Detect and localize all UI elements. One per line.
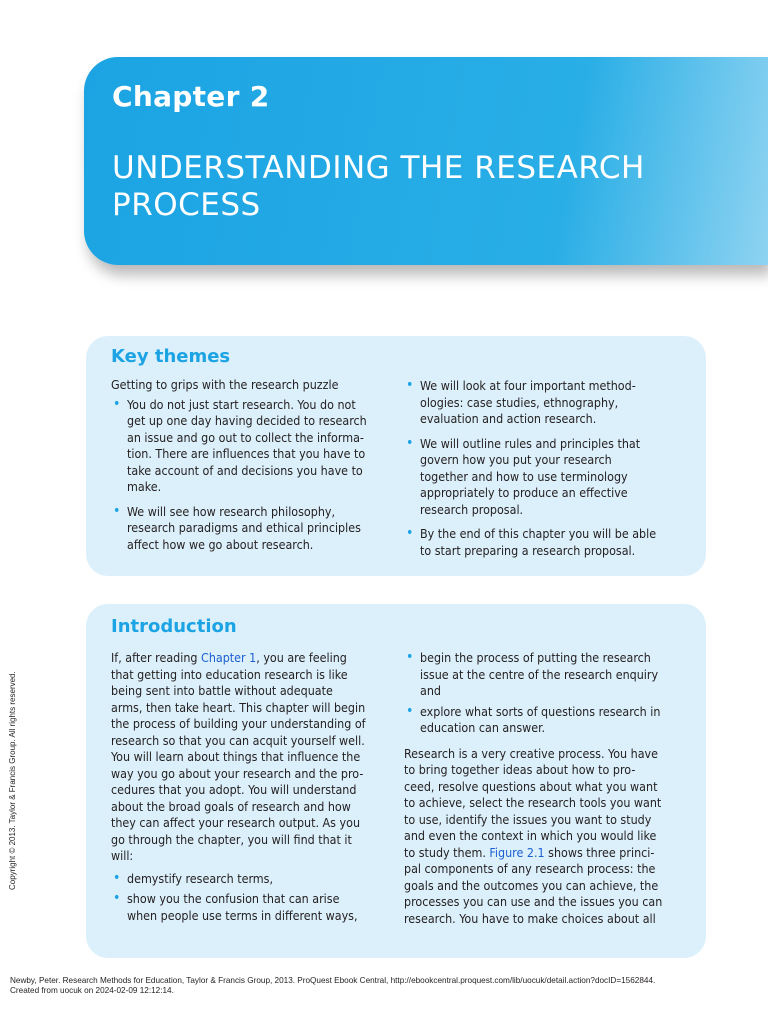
introduction-paragraph: If, after reading Chapter 1, you are feeling that getting into education research is like being sent into battle without adequate arms, then take heart. This chapter will begin the process of building your understanding of research so that you can acquit yourself well. You will learn about things that influence the way you go about your research and the pro- cedures that you adopt. You will understand about the broad goals of research and how they can affect your research output. As you go through the chapter, you will find that it will: [111, 650, 366, 863]
chapter-1-link[interactable]: Chapter 1 [201, 650, 257, 665]
chapter-title-line: PROCESS [112, 187, 261, 223]
figure-2-1-link[interactable]: Figure 2.1 [489, 844, 545, 860]
list-item: • By the end of this chapter you will be able to start preparing a research proposal. [406, 525, 657, 558]
introduction-left-list [111, 871, 386, 925]
list-item: • begin the process of putting the research issue at the centre of the research enquiry and [406, 649, 659, 698]
chapter-title [112, 150, 732, 224]
citation-line: Created from uocuk on 2024-02-09 12:12:14. [10, 986, 174, 995]
bullet-icon: • [406, 649, 414, 665]
introduction-left-column [111, 650, 386, 924]
key-themes-left-list [111, 397, 383, 554]
key-themes-right-column [404, 378, 689, 559]
introduction-box [86, 604, 706, 958]
bullet-icon: • [113, 502, 121, 519]
bullet-icon: • [406, 377, 414, 393]
key-themes-box [86, 336, 706, 576]
list-item: • We will look at four important method- ologies: case studies, ethnography, evaluation and action research. [406, 377, 636, 426]
bullet-icon: • [406, 702, 414, 719]
list-item: • show you the confusion that can arise when people use terms in different ways, [113, 890, 358, 923]
citation-footer [10, 976, 760, 996]
introduction-right-list [404, 650, 681, 737]
key-themes-intro: Getting to grips with the research puzzle [111, 377, 339, 392]
key-themes-left-column [111, 377, 383, 553]
introduction-right-column [404, 650, 681, 927]
chapter-title-line: UNDERSTANDING THE RESEARCH [112, 150, 645, 186]
bullet-icon: • [113, 869, 121, 886]
key-themes-heading: Key themes [111, 346, 231, 367]
citation-line: Newby, Peter. Research Methods for Education, Taylor & Francis Group, 2013. ProQuest Ebook Central, http://ebookcentral.proquest.com/lib/uocuk/detail.action?docID=1562844. [10, 976, 656, 985]
list-item: • demystify research terms, [113, 869, 274, 886]
list-item: • We will see how research philosophy, research paradigms and ethical principles affect how we go about research. [113, 502, 361, 552]
key-themes-right-list [404, 378, 689, 559]
introduction-heading: Introduction [111, 616, 237, 637]
chapter-label: Chapter 2 [112, 80, 270, 113]
bullet-icon: • [113, 395, 121, 412]
bullet-icon: • [406, 525, 414, 541]
side-copyright-notice: Copyright © 2013. Taylor & Francis Group. All rights reserved. [8, 671, 17, 890]
bullet-icon: • [406, 434, 414, 451]
list-item: • explore what sorts of questions research in education can answer. [406, 702, 661, 735]
bullet-icon: • [113, 890, 121, 906]
list-item: • We will outline rules and principles that govern how you put your research together and how to use terminology appropriately to produce an effective research proposal. [406, 434, 641, 517]
introduction-right-paragraph: Research is a very creative process. You have to bring together ideas about how to pro- ceed, resolve questions about what you want to achieve, select the research tools you want to use, identify the issues you want to study and even the context in which you would like to study them. Figure 2.1 shows three princi- pal components of any research process: the goals and the outcomes you can achieve, the processes you can use and the issues you can research. You have to make choices about all [404, 745, 663, 926]
list-item: • You do not just start research. You do not get up one day having decided to research an issue and go out to collect the informa- tion. There are influences that you have to take account of and decisions you have to make. [113, 395, 367, 494]
